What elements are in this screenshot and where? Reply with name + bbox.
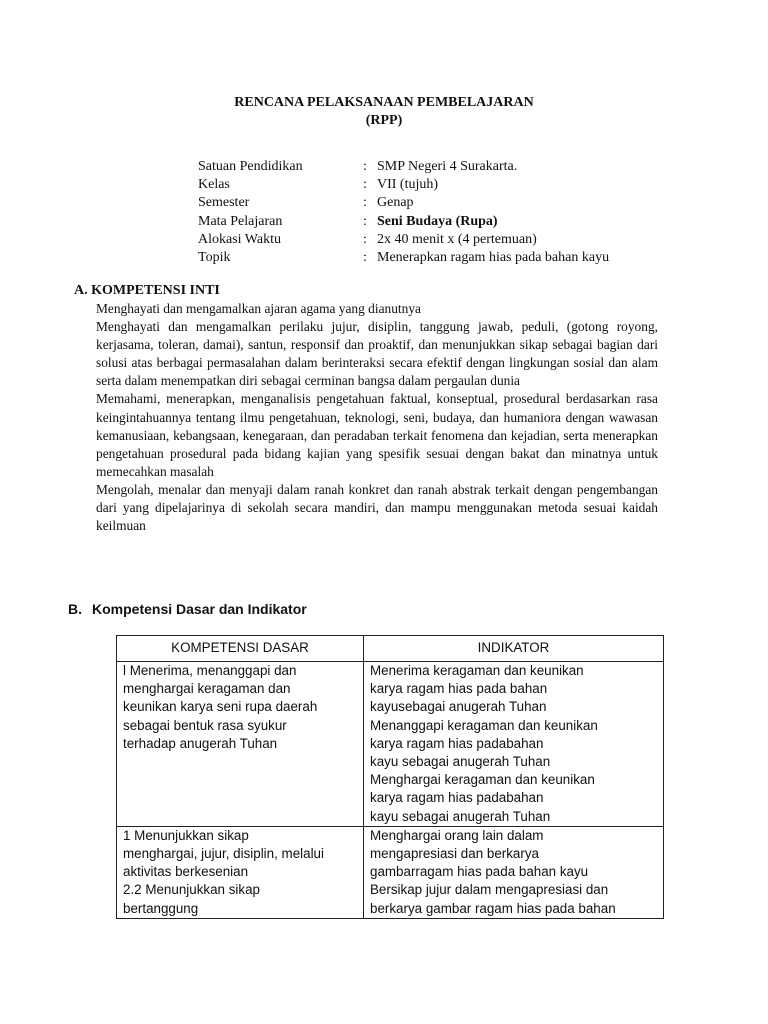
info-row-topik: Topik : Menerapkan ragam hias pada bahan kayu: [198, 249, 609, 267]
section-b-heading: [68, 601, 307, 617]
indikator-cell: Menerima keragaman dan keunikan karya ragam hias pada bahan kayusebagai anugerah Tuhan Menanggapi keragaman dan keunikan karya ragam hias padabahan kayu sebagai anugerah Tuhan Menghargai keragaman dan keunikan karya ragam hias padabahan kayu sebagai anugerah Tuhan: [364, 662, 664, 827]
info-row-semester: Semester : Genap: [198, 194, 609, 212]
kompetensi-table: [116, 635, 664, 919]
table-row: [117, 826, 664, 918]
ki-item: Mengolah, menalar dan menyaji dalam ranah konkret dan ranah abstrak terkait dengan pengembangan dari yang dipelajarinya di sekolah secara mandiri, dan mampu menggunakan metoda sesuai kaidah keilmuan: [96, 481, 658, 534]
section-b-letter: B.: [68, 601, 82, 617]
kd-cell: l Menerima, menanggapi dan menghargai keragaman dan keunikan karya seni rupa daerah sebagai bentuk rasa syukur terhadap anugerah Tuhan: [117, 662, 364, 827]
info-label: Topik: [198, 250, 231, 266]
info-label: Mata Pelajaran: [198, 213, 283, 229]
info-value: VII (tujuh): [377, 177, 439, 193]
info-label: Alokasi Waktu: [198, 231, 281, 247]
section-a-heading: A. KOMPETENSI INTI: [74, 283, 220, 298]
ki-item: Menghayati dan mengamalkan ajaran agama yang dianutnya: [96, 301, 421, 316]
header-indikator: INDIKATOR: [364, 636, 664, 662]
ki-item: Memahami, menerapkan, menganalisis pengetahuan faktual, konseptual, prosedural berdasarkan rasa keingintahuannya tentang ilmu pengetahuan, teknologi, seni, budaya, dan humaniora dengan wawasan kemanusiaan, kebangsaan, kenegaraan, dan peradaban terkait fenomena dan kejadian, serta menerapkan pengetahuan prosedural pada bidang kajian yang spesifik sesuai dengan bakat dan minatnya untuk memecahkan masalah: [96, 391, 658, 479]
info-value: Genap: [377, 195, 414, 211]
header-kompetensi-dasar: KOMPETENSI DASAR: [117, 636, 364, 662]
info-value: SMP Negeri 4 Surakarta.: [377, 159, 518, 174]
table-header-row: [117, 636, 664, 662]
info-row-alokasi: Alokasi Waktu : 2x 40 menit x (4 pertemuan): [198, 231, 609, 249]
section-b-title: Kompetensi Dasar dan Indikator: [92, 601, 307, 617]
ki-item: Menghayati dan mengamalkan perilaku jujur, disiplin, tanggung jawab, peduli, (gotong royong, kerjasama, toleran, damai), santun, responsif dan proaktif, dan menunjukkan sikap sebagai bagian dari solusi atas berbagai permasalahan dalam berinteraksi secara efektif dengan lingkungan sosial dan alam serta dalam menempatkan diri sebagai cerminan bangsa dalam pergaulan dunia: [96, 319, 658, 389]
kompetensi-inti-list: [96, 300, 658, 535]
info-row-mapel: Mata Pelajaran : Seni Budaya (Rupa): [198, 213, 609, 231]
info-label: Kelas: [198, 177, 230, 193]
document-subtitle: (RPP): [365, 113, 403, 128]
info-value: 2x 40 menit x (4 pertemuan): [377, 231, 537, 247]
indikator-cell: Menghargai orang lain dalam mengapresiasi dan berkarya gambarragam hias pada bahan kayu Bersikap jujur dalam mengapresiasi dan berkarya gambar ragam hias pada bahan: [364, 826, 664, 918]
table-row: [117, 662, 664, 827]
document-title: RENCANA PELAKSANAAN PEMBELAJARAN: [234, 95, 534, 110]
info-value: Seni Budaya (Rupa): [377, 213, 498, 229]
info-label: Semester: [198, 195, 250, 211]
kd-cell: 1 Menunjukkan sikap menghargai, jujur, disiplin, melalui aktivitas berkesenian 2.2 Menunjukkan sikap bertanggung: [117, 826, 364, 918]
info-label: Satuan Pendidikan: [198, 159, 303, 174]
identity-block: [198, 158, 609, 267]
info-value: Menerapkan ragam hias pada bahan kayu: [377, 250, 610, 266]
info-row-satuan: Satuan Pendidikan : SMP Negeri 4 Surakarta.: [198, 158, 609, 176]
info-row-kelas: Kelas : VII (tujuh): [198, 176, 609, 194]
